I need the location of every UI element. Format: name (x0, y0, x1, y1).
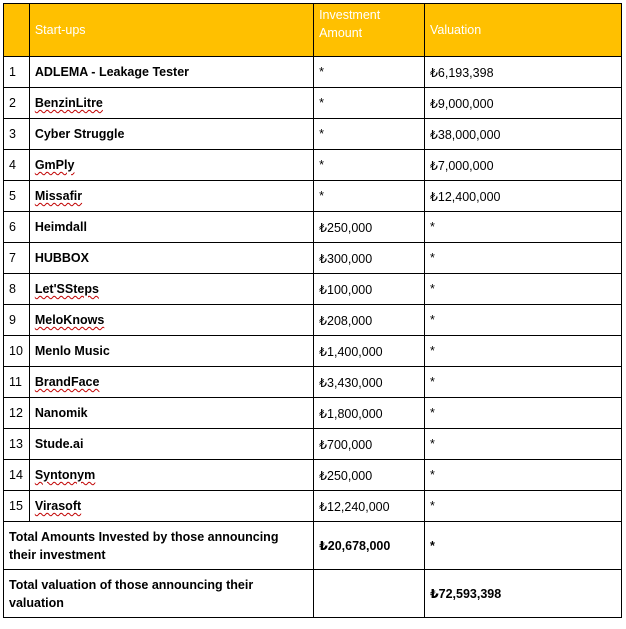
valuation-value (424, 367, 621, 398)
total-valuation-amount (314, 570, 425, 618)
startup-name (29, 274, 313, 305)
row-number-text: 14 (9, 468, 23, 482)
row-number-text: 8 (9, 282, 16, 296)
investment-amount-text: ₺700,000 (319, 437, 373, 452)
investment-amount (314, 119, 425, 150)
startup-name-text: Nanomik (34, 406, 88, 420)
investment-amount-text: ₺100,000 (319, 282, 373, 297)
startup-name (29, 491, 313, 522)
row-number (4, 305, 30, 336)
row-number (4, 119, 30, 150)
valuation-value (424, 429, 621, 460)
header-number-cell (4, 4, 30, 57)
valuation-value-text: * (429, 282, 435, 296)
table-row (4, 336, 622, 367)
startup-name (29, 243, 313, 274)
valuation-value (424, 305, 621, 336)
valuation-value (424, 57, 621, 88)
row-number (4, 57, 30, 88)
row-number-text: 2 (9, 96, 16, 110)
row-number-text: 6 (9, 220, 16, 234)
row-number-text: 9 (9, 313, 16, 327)
startup-name (29, 398, 313, 429)
investment-amount (314, 429, 425, 460)
row-number (4, 491, 30, 522)
investment-amount (314, 88, 425, 119)
startup-name (29, 429, 313, 460)
startup-name-text: BrandFace (34, 375, 100, 389)
valuation-value-text: * (429, 313, 435, 327)
startup-name-text: Heimdall (34, 220, 87, 234)
valuation-value (424, 212, 621, 243)
header-valuation: Valuation (424, 4, 621, 57)
investment-amount-text: ₺3,430,000 (319, 375, 383, 390)
valuation-value (424, 274, 621, 305)
startup-name-text: Missafir (34, 189, 83, 203)
valuation-value-text: * (429, 499, 435, 513)
valuation-value-text: * (429, 468, 435, 482)
investment-amount (314, 460, 425, 491)
valuation-value (424, 150, 621, 181)
investment-amount (314, 243, 425, 274)
startup-name-text: Cyber Struggle (34, 127, 125, 141)
startup-name (29, 212, 313, 243)
startup-name (29, 305, 313, 336)
investment-amount (314, 336, 425, 367)
table-row (4, 367, 622, 398)
startup-name-text: MeloKnows (34, 313, 105, 327)
valuation-value-text: * (429, 375, 435, 389)
valuation-value-text: * (429, 251, 435, 265)
startup-name (29, 336, 313, 367)
startup-name (29, 88, 313, 119)
valuation-value-text: * (429, 406, 435, 420)
investment-amount-text: * (319, 96, 324, 110)
header-startups: Start-ups (29, 4, 313, 57)
valuation-value-text: ₺12,400,000 (429, 189, 501, 204)
startup-name (29, 460, 313, 491)
investment-amount-text: ₺1,400,000 (319, 344, 383, 359)
startup-name-text: ADLEMA - Leakage Tester (34, 65, 190, 79)
valuation-value-text: ₺9,000,000 (429, 96, 494, 111)
table-row (4, 57, 622, 88)
investment-amount (314, 491, 425, 522)
investment-amount (314, 274, 425, 305)
valuation-value (424, 119, 621, 150)
row-number (4, 336, 30, 367)
investment-amount-text: * (319, 158, 324, 172)
valuation-value-text: ₺38,000,000 (429, 127, 501, 142)
valuation-value-text: * (429, 220, 435, 234)
investment-amount-text: * (319, 65, 324, 79)
total-invested-valuation: * (424, 522, 621, 570)
investment-amount (314, 212, 425, 243)
table-row (4, 243, 622, 274)
startup-name (29, 119, 313, 150)
row-number (4, 398, 30, 429)
investment-amount-text: ₺208,000 (319, 313, 373, 328)
table-row (4, 491, 622, 522)
table-row (4, 181, 622, 212)
row-number-text: 10 (9, 344, 23, 358)
table-row (4, 212, 622, 243)
row-number-text: 7 (9, 251, 16, 265)
total-invested-row (4, 522, 622, 570)
row-number-text: 12 (9, 406, 23, 420)
total-invested-amount: ₺20,678,000 (314, 522, 425, 570)
row-number-text: 5 (9, 189, 16, 203)
row-number-text: 1 (9, 65, 16, 79)
table-row (4, 305, 622, 336)
table-row (4, 398, 622, 429)
investment-amount-text: ₺250,000 (319, 220, 373, 235)
table-row (4, 119, 622, 150)
valuation-value (424, 88, 621, 119)
startup-name-text: GmPly (34, 158, 75, 172)
row-number (4, 150, 30, 181)
startup-name (29, 150, 313, 181)
investment-amount-text: ₺300,000 (319, 251, 373, 266)
row-number (4, 243, 30, 274)
startup-name (29, 57, 313, 88)
table-row (4, 150, 622, 181)
startup-name (29, 367, 313, 398)
row-number (4, 274, 30, 305)
row-number-text: 3 (9, 127, 16, 141)
row-number (4, 181, 30, 212)
investment-amount (314, 305, 425, 336)
startup-name-text: Menlo Music (34, 344, 110, 358)
row-number-text: 13 (9, 437, 23, 451)
table-header-row (4, 4, 622, 57)
total-valuation-value: ₺72,593,398 (424, 570, 621, 618)
row-number (4, 460, 30, 491)
startup-name-text: Syntonym (34, 468, 96, 482)
valuation-value-text: ₺7,000,000 (429, 158, 494, 173)
header-investment-amount: Investment Amount (314, 4, 425, 57)
investment-amount-text: ₺12,240,000 (319, 499, 390, 514)
valuation-value-text: * (429, 437, 435, 451)
valuation-value (424, 460, 621, 491)
investment-amount (314, 57, 425, 88)
investment-amount (314, 367, 425, 398)
table-row (4, 88, 622, 119)
total-valuation-row (4, 570, 622, 618)
valuation-value-text: ₺6,193,398 (429, 65, 494, 80)
row-number (4, 429, 30, 460)
startup-name-text: BenzinLitre (34, 96, 103, 110)
valuation-value (424, 243, 621, 274)
startup-name-text: Let'SSteps (34, 282, 99, 296)
table-row (4, 429, 622, 460)
startup-name (29, 181, 313, 212)
row-number (4, 212, 30, 243)
investment-amount-text: ₺1,800,000 (319, 406, 383, 421)
valuation-value (424, 491, 621, 522)
investment-amount (314, 181, 425, 212)
total-invested-label: Total Amounts Invested by those announcing their investment (4, 522, 314, 570)
startup-investment-table (3, 3, 622, 618)
document-page (3, 3, 622, 618)
investment-amount (314, 150, 425, 181)
investment-amount-text: * (319, 127, 324, 141)
row-number-text: 15 (9, 499, 23, 513)
row-number-text: 4 (9, 158, 16, 172)
investment-amount-text: * (319, 189, 324, 203)
row-number-text: 11 (9, 375, 22, 389)
valuation-value (424, 181, 621, 212)
startup-name-text: Virasoft (34, 499, 82, 513)
row-number (4, 88, 30, 119)
valuation-value-text: * (429, 344, 435, 358)
startup-name-text: HUBBOX (34, 251, 89, 265)
investment-amount-text: ₺250,000 (319, 468, 373, 483)
valuation-value (424, 336, 621, 367)
table-row (4, 274, 622, 305)
startup-name-text: Stude.ai (34, 437, 84, 451)
row-number (4, 367, 30, 398)
table-row (4, 460, 622, 491)
investment-amount (314, 398, 425, 429)
valuation-value (424, 398, 621, 429)
total-valuation-label: Total valuation of those announcing their valuation (4, 570, 314, 618)
